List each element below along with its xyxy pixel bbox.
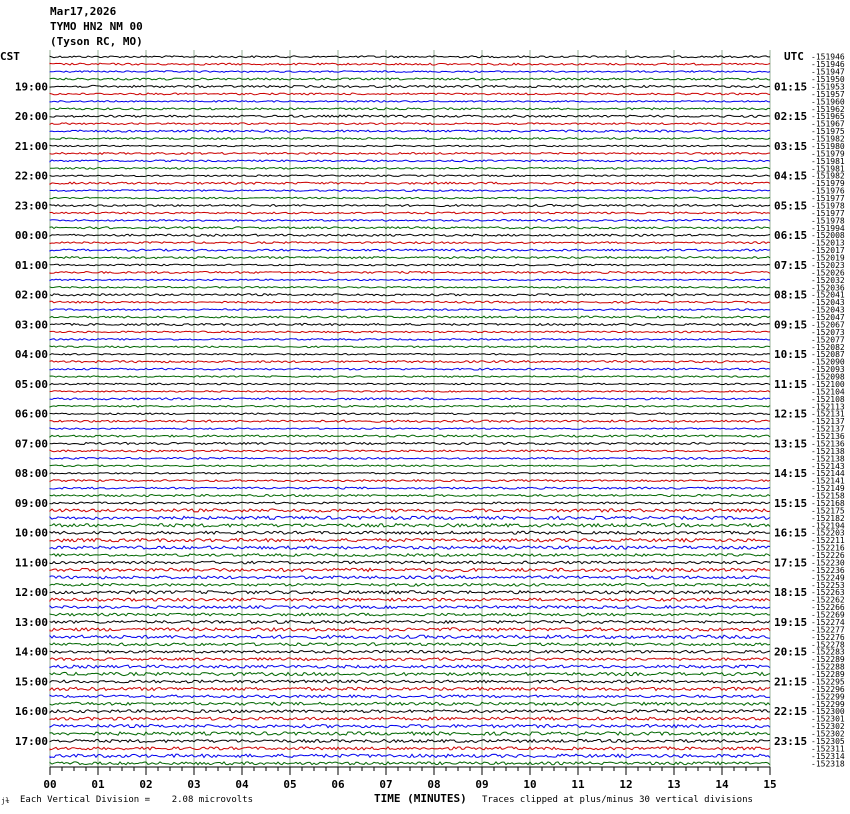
left-hour-label: 00:00	[14, 229, 48, 243]
right-hour-label: 16:15	[774, 526, 808, 540]
right-hour-label: 12:15	[774, 407, 808, 421]
trace-line-24	[50, 234, 770, 236]
trace-line-87	[50, 702, 770, 705]
trace-line-6	[50, 101, 770, 103]
trace-offset-label: -152230	[811, 558, 845, 568]
trace-offset-label: -152299	[811, 699, 845, 709]
trace-line-93	[50, 747, 770, 750]
left-hour-label: 15:00	[14, 675, 48, 689]
trace-offset-label: -152137	[811, 417, 845, 427]
x-tick-label: 05	[283, 778, 297, 791]
trace-line-48	[50, 413, 770, 415]
trace-line-75	[50, 613, 770, 616]
trace-line-54	[50, 458, 770, 460]
header-date: Mar17,2026	[50, 5, 117, 18]
trace-offset-label: -152305	[811, 737, 845, 746]
trace-offset-label: -152041	[811, 290, 845, 300]
trace-line-73	[50, 598, 770, 601]
trace-line-60	[50, 502, 770, 504]
trace-offset-label: -152143	[811, 461, 845, 471]
trace-offset-label: -151978	[811, 216, 845, 226]
right-hour-label: 23:15	[774, 735, 808, 748]
trace-offset-label: -151946	[811, 52, 845, 62]
trace-line-13	[50, 153, 770, 155]
trace-offset-label: -152047	[811, 313, 845, 322]
x-tick-label: 06	[331, 778, 345, 791]
trace-offset-label: -152138	[811, 454, 845, 464]
right-hour-label: 19:15	[774, 616, 808, 629]
trace-offset-label: -152262	[811, 595, 845, 605]
trace-line-5	[50, 93, 770, 95]
trace-line-53	[50, 450, 770, 452]
left-hour-label: 01:00	[14, 259, 48, 272]
trace-offset-label: -152098	[811, 372, 845, 382]
trace-line-47	[50, 406, 770, 408]
trace-line-62	[50, 516, 770, 519]
trace-offset-label: -152077	[811, 335, 845, 345]
trace-offset-label: -152216	[811, 543, 845, 553]
left-hour-label: 21:00	[14, 140, 48, 153]
trace-offset-label: -151957	[811, 89, 845, 99]
trace-line-89	[50, 717, 770, 720]
trace-group	[50, 56, 770, 765]
trace-offset-label: -152026	[811, 268, 845, 278]
trace-line-79	[50, 643, 770, 646]
trace-line-41	[50, 361, 770, 363]
trace-offset-label: -152203	[811, 528, 845, 538]
trace-offset-label: -152043	[811, 298, 845, 308]
right-hour-label: 01:15	[774, 80, 808, 94]
trace-offset-label: -152253	[811, 580, 845, 590]
x-tick-label: 10	[523, 778, 537, 791]
trace-offset-label: -151953	[811, 82, 845, 92]
trace-offset-label: -151981	[811, 164, 845, 174]
x-tick-label: 11	[571, 778, 585, 791]
trace-line-50	[50, 428, 770, 429]
x-tick-label: 04	[235, 778, 249, 791]
trace-line-17	[50, 182, 770, 184]
trace-line-94	[50, 754, 770, 757]
trace-line-76	[50, 621, 770, 624]
trace-line-95	[50, 762, 770, 765]
trace-line-84	[50, 680, 770, 683]
trace-offset-label: -151950	[811, 75, 845, 84]
trace-line-38	[50, 339, 770, 341]
trace-line-81	[50, 658, 770, 661]
trace-line-61	[50, 509, 770, 512]
x-tick-label: 12	[619, 778, 633, 791]
right-hour-label: 18:15	[774, 586, 808, 600]
header-station: TYMO HN2 NM 00	[50, 20, 143, 33]
x-tick-label: 13	[667, 778, 681, 791]
trace-line-42	[50, 368, 770, 370]
trace-offset-label: -151965	[811, 112, 845, 122]
trace-offset-label: -152013	[811, 238, 845, 248]
trace-offset-label: -152043	[811, 305, 845, 315]
trace-line-11	[50, 138, 770, 140]
trace-offset-label: -152158	[811, 491, 845, 501]
left-hour-label: 09:00	[14, 497, 48, 510]
trace-line-78	[50, 635, 770, 638]
trace-line-82	[50, 665, 770, 668]
left-hour-label: 06:00	[14, 407, 48, 421]
x-tick-label: 15	[763, 778, 777, 791]
trace-line-59	[50, 495, 770, 497]
trace-offset-label: -151967	[811, 119, 845, 129]
trace-line-69	[50, 568, 770, 571]
right-hour-label: 07:15	[774, 259, 808, 272]
trace-offset-label: -152073	[811, 327, 845, 337]
trace-offset-label: -152067	[811, 320, 845, 330]
right-hour-label: 02:15	[774, 110, 808, 124]
trace-offset-label: -152226	[811, 551, 845, 560]
x-tick-label: 08	[427, 778, 441, 791]
left-hour-label: 02:00	[14, 288, 48, 302]
trace-line-74	[50, 606, 770, 609]
trace-line-27	[50, 257, 770, 259]
trace-line-10	[50, 130, 770, 132]
scale-note: Each Vertical Division = 2.08 microvolts	[20, 795, 253, 805]
trace-line-25	[50, 242, 770, 244]
trace-line-83	[50, 672, 770, 675]
trace-line-90	[50, 725, 770, 728]
trace-line-20	[50, 204, 770, 206]
trace-offset-label: -152093	[811, 365, 845, 375]
x-tick-label: 00	[43, 778, 57, 791]
trace-line-15	[50, 167, 770, 169]
trace-line-72	[50, 591, 770, 594]
trace-line-35	[50, 316, 770, 318]
trace-offset-label: -152300	[811, 707, 845, 717]
right-hour-label: 22:15	[774, 705, 808, 719]
trace-offset-label: -152137	[811, 424, 845, 434]
trace-offset-label: -152090	[811, 357, 845, 367]
left-hour-label: 17:00	[14, 735, 48, 748]
right-hour-label: 13:15	[774, 437, 808, 451]
trace-line-36	[50, 323, 770, 325]
trace-line-1	[50, 63, 770, 65]
trace-line-40	[50, 354, 770, 356]
x-tick-label: 03	[187, 778, 201, 791]
trace-offset-label: -151947	[811, 67, 845, 77]
trace-line-46	[50, 398, 770, 400]
trace-line-92	[50, 740, 770, 743]
right-hour-label: 14:15	[774, 467, 808, 481]
trace-line-34	[50, 309, 770, 311]
trace-line-57	[50, 480, 770, 482]
trace-offset-label: -152266	[811, 603, 845, 613]
trace-line-26	[50, 249, 770, 251]
trace-line-52	[50, 442, 770, 444]
trace-offset-label: -152136	[811, 432, 845, 441]
trace-offset-label: -152141	[811, 476, 845, 486]
left-hour-label: 19:00	[14, 80, 48, 94]
left-hour-label: 14:00	[14, 645, 48, 659]
trace-line-31	[50, 287, 770, 289]
trace-offset-label: -152295	[811, 677, 845, 687]
trace-offset-label: -151981	[811, 156, 845, 166]
trace-line-45	[50, 391, 770, 392]
trace-line-12	[50, 145, 770, 146]
trace-line-22	[50, 220, 770, 222]
left-hour-label: 10:00	[14, 526, 48, 540]
trace-offset-label: -151976	[811, 186, 845, 196]
left-hour-label: 20:00	[14, 110, 48, 124]
trace-offset-label: -152299	[811, 692, 845, 702]
trace-line-44	[50, 383, 770, 385]
trace-offset-label: -152017	[811, 246, 845, 256]
trace-line-7	[50, 108, 770, 110]
trace-offset-label: -152087	[811, 350, 845, 360]
right-hour-label: 15:15	[774, 497, 808, 510]
right-tz-label: UTC	[784, 50, 804, 63]
left-hour-label: 04:00	[14, 348, 48, 362]
trace-offset-label: -151979	[811, 149, 845, 159]
trace-offset-label: -151975	[811, 127, 845, 137]
trace-line-21	[50, 212, 770, 214]
trace-offset-label: -152263	[811, 588, 845, 598]
trace-offset-label: -151962	[811, 104, 845, 114]
clip-note: Traces clipped at plus/minus 30 vertical divisions	[482, 795, 753, 805]
trace-offset-label: -152113	[811, 402, 845, 412]
trace-offset-label: -152289	[811, 670, 845, 679]
trace-line-68	[50, 561, 770, 564]
trace-offset-label: -151960	[811, 97, 845, 107]
trace-offset-label: -152023	[811, 261, 845, 270]
trace-line-91	[50, 732, 770, 735]
trace-offset-label: -152302	[811, 722, 845, 732]
trace-line-51	[50, 435, 770, 437]
right-hour-label: 10:15	[774, 348, 808, 362]
trace-offset-label: -152289	[811, 655, 845, 665]
trace-line-55	[50, 465, 770, 467]
right-hour-label: 20:15	[774, 645, 808, 659]
x-axis-title: TIME (MINUTES)	[374, 792, 467, 805]
trace-line-30	[50, 279, 770, 280]
right-hour-label: 09:15	[774, 318, 808, 332]
trace-offset-label: -152314	[811, 751, 845, 761]
trace-line-33	[50, 301, 770, 303]
trace-line-64	[50, 531, 770, 534]
x-tick-label: 02	[139, 778, 153, 791]
trace-line-18	[50, 190, 770, 192]
trace-line-80	[50, 650, 770, 653]
left-hour-label: 13:00	[14, 616, 48, 629]
right-hour-label: 08:15	[774, 288, 808, 302]
trace-offset-label: -152302	[811, 729, 845, 739]
trace-offset-label: -151982	[811, 171, 845, 181]
x-tick-label: 07	[379, 778, 393, 791]
trace-line-28	[50, 264, 770, 266]
left-hour-label: 22:00	[14, 169, 48, 183]
trace-line-19	[50, 197, 770, 199]
trace-offset-label: -152036	[811, 283, 845, 293]
trace-offset-label: -152211	[811, 536, 845, 546]
trace-offset-label: -152318	[811, 759, 845, 769]
trace-offset-label: -152100	[811, 380, 845, 389]
trace-line-39	[50, 346, 770, 348]
trace-offset-label: -152168	[811, 499, 845, 508]
trace-line-9	[50, 123, 770, 125]
trace-offset-label: -152144	[811, 469, 845, 479]
trace-offset-label: -152175	[811, 506, 845, 516]
trace-line-32	[50, 294, 770, 296]
left-hour-label: 23:00	[14, 199, 48, 213]
trace-offset-label: -152276	[811, 632, 845, 642]
trace-line-3	[50, 78, 770, 80]
trace-offset-label: -152288	[811, 662, 845, 672]
trace-offset-label: -151978	[811, 201, 845, 211]
right-hour-label: 03:15	[774, 140, 808, 153]
right-hour-label: 04:15	[774, 169, 808, 183]
trace-offset-label: -152131	[811, 409, 845, 419]
trace-offset-label: -152274	[811, 618, 845, 627]
trace-offset-label: -152108	[811, 394, 845, 404]
trace-offset-label: -152032	[811, 275, 845, 285]
trace-offset-label: -152194	[811, 521, 845, 531]
trace-line-88	[50, 710, 770, 713]
trace-offset-label: -152236	[811, 565, 845, 575]
trace-line-70	[50, 576, 770, 579]
trace-offset-label: -152149	[811, 484, 845, 494]
trace-line-4	[50, 85, 770, 87]
left-hour-label: 12:00	[14, 586, 48, 600]
header-location: (Tyson RC, MO)	[50, 35, 143, 48]
trace-line-77	[50, 628, 770, 631]
trace-line-37	[50, 331, 770, 333]
trace-offset-label: -152249	[811, 573, 845, 583]
right-hour-label: 11:15	[774, 378, 808, 391]
right-hour-label: 17:15	[774, 556, 808, 570]
right-hour-label: 06:15	[774, 229, 808, 243]
trace-line-85	[50, 687, 770, 690]
trace-line-43	[50, 376, 770, 378]
trace-offset-label: -151977	[811, 208, 845, 218]
trace-offset-label: -151979	[811, 179, 845, 189]
trace-offset-label: -152008	[811, 231, 845, 241]
left-hour-label: 11:00	[14, 556, 48, 570]
trace-line-65	[50, 539, 770, 542]
trace-offset-label: -151980	[811, 142, 845, 151]
trace-offset-label: -152104	[811, 387, 845, 397]
trace-offset-label: -152311	[811, 744, 845, 754]
x-tick-label: 01	[91, 778, 105, 791]
trace-line-58	[50, 487, 770, 489]
left-hour-label: 07:00	[14, 437, 48, 451]
trace-offset-label: -152136	[811, 439, 845, 449]
trace-line-8	[50, 115, 770, 117]
trace-line-14	[50, 160, 770, 162]
trace-line-2	[50, 71, 770, 73]
trace-offset-label: -152277	[811, 625, 845, 635]
trace-offset-label: -152138	[811, 446, 845, 456]
trace-line-29	[50, 271, 770, 273]
corner-mark: јɫ	[1, 797, 10, 805]
trace-line-71	[50, 583, 770, 586]
trace-offset-label: -152019	[811, 253, 845, 263]
trace-offset-label: -152301	[811, 714, 845, 724]
trace-line-56	[50, 473, 770, 475]
left-hour-label: 03:00	[14, 318, 48, 332]
trace-line-23	[50, 227, 770, 229]
left-hour-label: 05:00	[14, 378, 48, 391]
left-hour-label: 16:00	[14, 705, 48, 719]
right-hour-label: 05:15	[774, 199, 808, 213]
trace-line-86	[50, 695, 770, 698]
trace-line-49	[50, 420, 770, 422]
trace-offset-label: -152296	[811, 684, 845, 694]
trace-line-66	[50, 546, 770, 549]
trace-line-63	[50, 524, 770, 527]
x-tick-label: 14	[715, 778, 729, 791]
trace-offset-label: -151946	[811, 60, 845, 70]
trace-offset-label: -152082	[811, 342, 845, 352]
trace-offset-label: -151994	[811, 223, 845, 233]
trace-line-67	[50, 554, 770, 557]
trace-line-0	[50, 56, 770, 58]
trace-line-16	[50, 175, 770, 177]
trace-offset-label: -151977	[811, 194, 845, 203]
trace-offset-label: -152278	[811, 640, 845, 650]
trace-offset-label: -152283	[811, 647, 845, 657]
left-hour-label: 08:00	[14, 467, 48, 481]
x-tick-label: 09	[475, 778, 489, 791]
trace-offset-label: -152269	[811, 610, 845, 620]
left-tz-label: CST	[0, 50, 20, 63]
trace-offset-label: -151982	[811, 134, 845, 144]
trace-offset-label: -152182	[811, 513, 845, 523]
right-hour-label: 21:15	[774, 675, 808, 689]
